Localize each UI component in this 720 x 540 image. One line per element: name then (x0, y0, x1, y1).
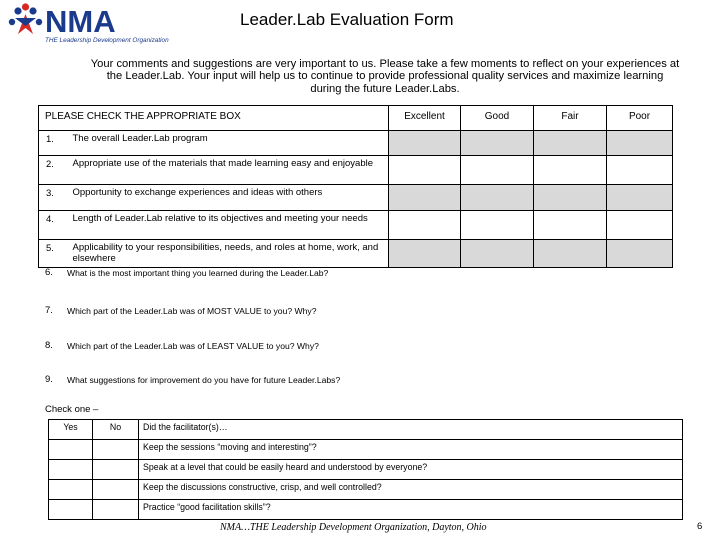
yes-header: Yes (49, 420, 93, 440)
no-checkbox[interactable] (93, 500, 139, 520)
checkbox-poor[interactable] (607, 156, 673, 185)
checkbox-fair[interactable] (534, 185, 607, 211)
facilitator-item: Practice “good facilitation skills”? (139, 500, 683, 520)
row-number: 3. (39, 185, 69, 211)
no-header: No (93, 420, 139, 440)
question-number: 8. (45, 340, 53, 351)
facilitator-item: Keep the discussions constructive, crisp, and well controlled? (139, 480, 683, 500)
facilitator-table (48, 419, 683, 520)
row-text: Applicability to your responsibilities, needs, and roles at home, work, and elsewhere (69, 240, 389, 268)
facilitator-prompt: Did the facilitator(s)… (139, 420, 683, 440)
facilitator-item: Speak at a level that could be easily heard and understood by everyone? (139, 460, 683, 480)
question-text: Which part of the Leader.Lab was of LEAST VALUE to you? Why? (67, 341, 319, 351)
checkbox-good[interactable] (461, 185, 534, 211)
form-title: Leader.Lab Evaluation Form (240, 10, 454, 29)
yes-checkbox[interactable] (49, 440, 93, 460)
facilitator-row (49, 460, 683, 480)
checkbox-poor[interactable] (607, 185, 673, 211)
star-person-icon (9, 3, 42, 34)
rating-row (39, 211, 673, 240)
row-text: Opportunity to exchange experiences and ideas with others (69, 185, 389, 211)
checkbox-poor[interactable] (607, 131, 673, 156)
yes-checkbox[interactable] (49, 480, 93, 500)
checkbox-excellent[interactable] (389, 131, 461, 156)
row-text: Length of Leader.Lab relative to its objectives and meeting your needs (69, 211, 389, 240)
column-good: Good (461, 106, 534, 131)
question-text: What suggestions for improvement do you have for future Leader.Labs? (67, 375, 341, 385)
row-text: Appropriate use of the materials that made learning easy and enjoyable (69, 156, 389, 185)
facilitator-header-row (49, 420, 683, 440)
checkbox-excellent[interactable] (389, 185, 461, 211)
checkbox-fair[interactable] (534, 131, 607, 156)
check-one-label: Check one – (45, 404, 99, 415)
row-number: 5. (39, 240, 69, 268)
logo-text: NMA (45, 4, 116, 39)
checkbox-excellent[interactable] (389, 211, 461, 240)
rating-row (39, 131, 673, 156)
row-number: 1. (39, 131, 69, 156)
checkbox-excellent[interactable] (389, 156, 461, 185)
checkbox-good[interactable] (461, 240, 534, 268)
question-number: 9. (45, 374, 53, 385)
intro-paragraph: Your comments and suggestions are very important to us. Please take a few moments to reflect on your experiences at the Leader.Lab. Your input will help us to continue to provide professional quality services and maximize learning during the future Leader.Labs. (90, 58, 680, 95)
row-text: The overall Leader.Lab program (69, 131, 389, 156)
checkbox-fair[interactable] (534, 156, 607, 185)
rating-row (39, 156, 673, 185)
column-excellent: Excellent (389, 106, 461, 131)
no-checkbox[interactable] (93, 440, 139, 460)
facilitator-row (49, 440, 683, 460)
question-text: What is the most important thing you learned during the Leader.Lab? (67, 268, 329, 278)
no-checkbox[interactable] (93, 460, 139, 480)
checkbox-good[interactable] (461, 156, 534, 185)
instruction-label: PLEASE CHECK THE APPROPRIATE BOX (39, 106, 389, 131)
rating-header-row (39, 106, 673, 131)
column-fair: Fair (534, 106, 607, 131)
logo-tagline: THE Leadership Development Organization (45, 37, 169, 44)
question-text: Which part of the Leader.Lab was of MOST VALUE to you? Why? (67, 306, 317, 316)
rating-row (39, 240, 673, 268)
checkbox-fair[interactable] (534, 211, 607, 240)
no-checkbox[interactable] (93, 480, 139, 500)
checkbox-poor[interactable] (607, 211, 673, 240)
checkbox-good[interactable] (461, 211, 534, 240)
rating-row (39, 185, 673, 211)
checkbox-poor[interactable] (607, 240, 673, 268)
row-number: 4. (39, 211, 69, 240)
question-number: 7. (45, 305, 53, 316)
nma-logo (2, 2, 170, 46)
facilitator-row (49, 500, 683, 520)
column-poor: Poor (607, 106, 673, 131)
checkbox-excellent[interactable] (389, 240, 461, 268)
page-number: 6 (697, 521, 703, 532)
facilitator-row (49, 480, 683, 500)
rating-table (38, 105, 673, 268)
footer-text: NMA…THE Leadership Development Organization, Dayton, Ohio (220, 522, 487, 533)
question-number: 6. (45, 267, 53, 278)
facilitator-item: Keep the sessions “moving and interesting”? (139, 440, 683, 460)
yes-checkbox[interactable] (49, 500, 93, 520)
checkbox-fair[interactable] (534, 240, 607, 268)
checkbox-good[interactable] (461, 131, 534, 156)
yes-checkbox[interactable] (49, 460, 93, 480)
row-number: 2. (39, 156, 69, 185)
